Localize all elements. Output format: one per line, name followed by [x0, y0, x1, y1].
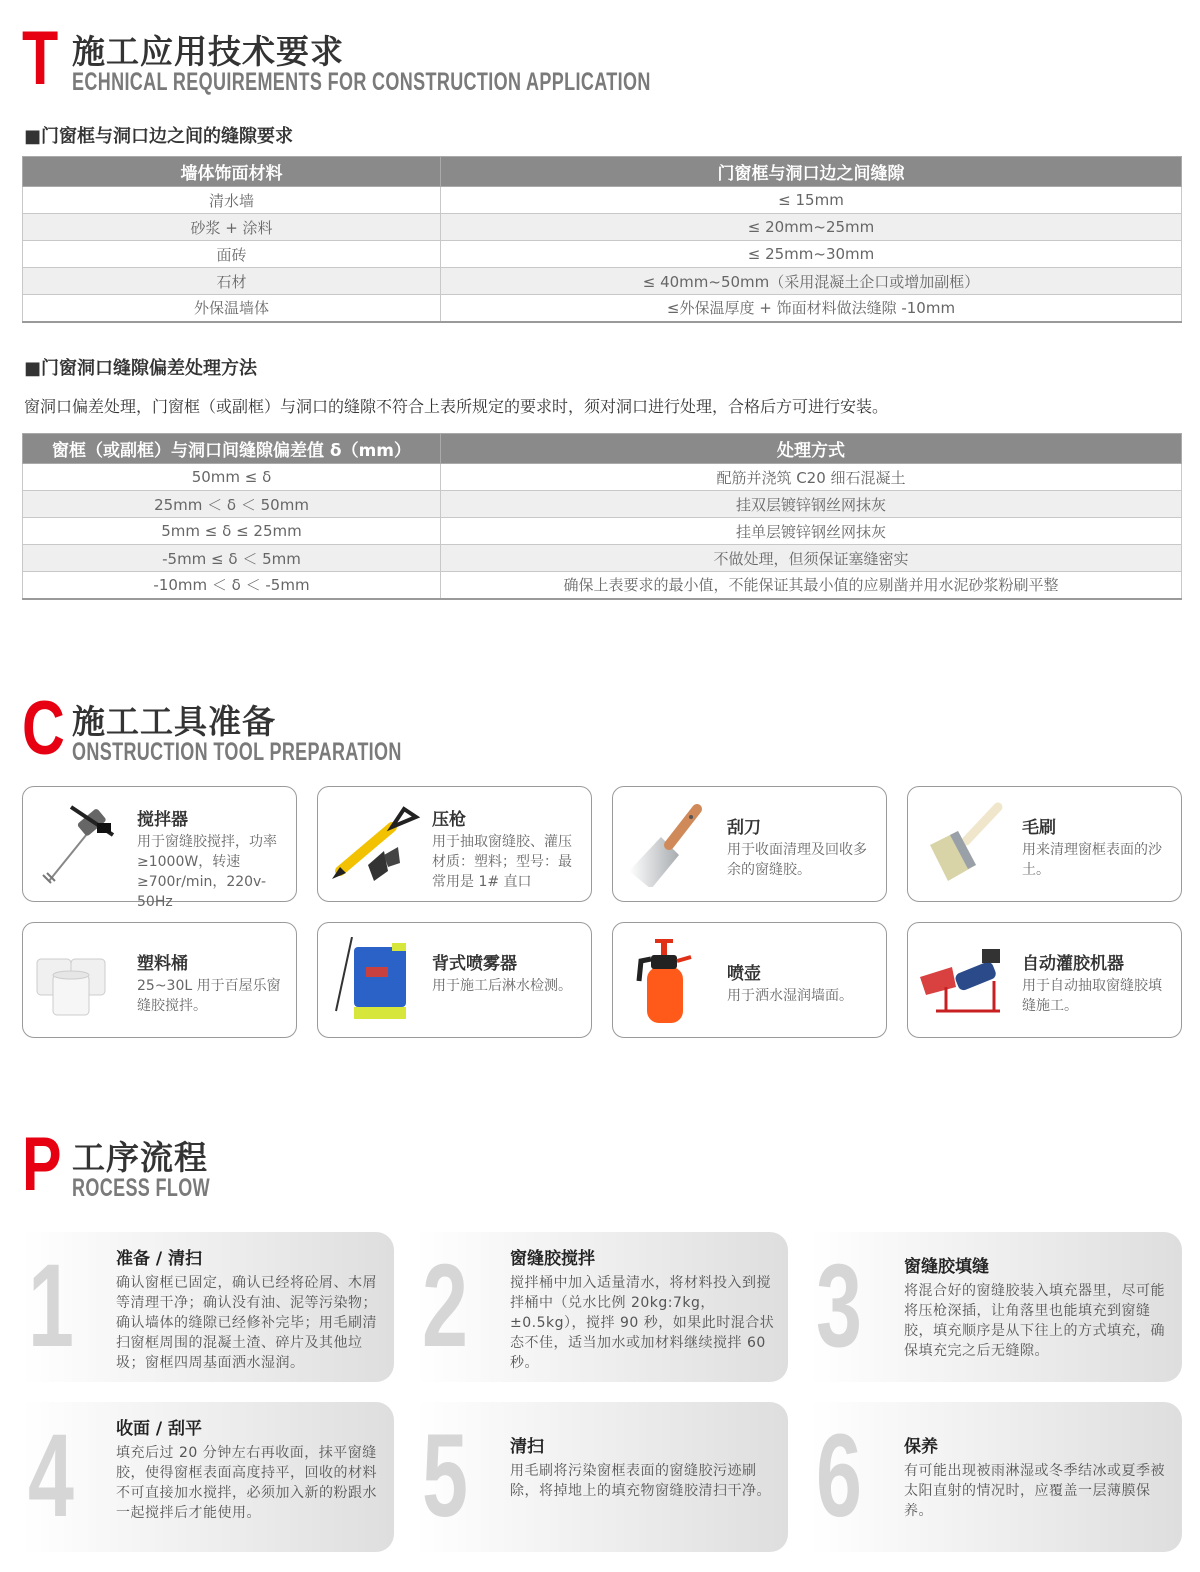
section-letter: P	[22, 1122, 60, 1207]
section-title-cn: 施工应用技术要求	[72, 32, 344, 71]
tool-desc: 用于抽取窗缝胶、灌压材质：塑料；型号：最常用是 1# 直口	[432, 834, 572, 890]
gap-requirements-table	[22, 156, 1182, 323]
step-desc: 确认窗框已固定，确认已经将砼屑、木屑等清理干净；确认没有油、泥等污染物；确认墙体的缝隙已经修补完毕；用毛刷清扫窗框周围的混凝土渣、碎片及其他垃圾；窗框四周基面洒水湿润。	[116, 1275, 377, 1371]
deviation-table	[22, 433, 1182, 600]
step-title: 清扫	[510, 1437, 544, 1457]
step-title: 准备 / 清扫	[116, 1249, 203, 1269]
process-step	[810, 1402, 1182, 1552]
table-cell: 砂浆 + 涂料	[23, 214, 441, 241]
tool-desc: 用于窗缝胶搅拌，功率≥1000W，转速≥700r/min，220v-50Hz	[137, 834, 277, 910]
table-row	[23, 572, 1182, 599]
table-row	[23, 187, 1182, 214]
step-number: 5	[422, 1410, 468, 1542]
tool-card	[907, 786, 1182, 902]
table-cell: -5mm ≤ δ ＜ 5mm	[23, 545, 441, 572]
tool-card	[907, 922, 1182, 1038]
table-cell: 配筋并浇筑 C20 细石混凝土	[441, 464, 1182, 491]
table-row	[23, 241, 1182, 268]
process-step	[810, 1232, 1182, 1382]
tool-card	[612, 786, 887, 902]
step-desc: 有可能出现被雨淋湿或冬季结冰或夏季被太阳直射的情况时，应覆盖一层薄膜保养。	[904, 1463, 1165, 1519]
step-title: 窗缝胶搅拌	[510, 1249, 595, 1269]
section-title-en: ONSTRUCTION TOOL PREPARATION	[72, 738, 402, 766]
column-header: 窗框（或副框）与洞口间缝隙偏差值 δ（mm）	[23, 434, 441, 464]
tool-name: 自动灌胶机器	[1022, 954, 1124, 974]
column-header: 墙体饰面材料	[23, 157, 441, 187]
tool-desc: 用于收面清理及回收多余的窗缝胶。	[727, 842, 867, 878]
table-cell: 挂单层镀锌钢丝网抹灰	[441, 518, 1182, 545]
step-number: 1	[28, 1240, 74, 1372]
table-cell: 确保上表要求的最小值，不能保证其最小值的应剔凿并用水泥砂浆粉刷平整	[441, 572, 1182, 599]
table-cell: ≤ 20mm~25mm	[441, 214, 1182, 241]
section-letter: T	[22, 16, 57, 101]
tool-card	[22, 786, 297, 910]
table-row	[23, 491, 1182, 518]
tool-desc: 用来清理窗框表面的沙土。	[1022, 842, 1162, 878]
deviation-table-subtitle: ■门窗洞口缝隙偏差处理方法	[24, 358, 258, 379]
table-cell: -10mm ＜ δ ＜ -5mm	[23, 572, 441, 599]
tool-desc: 用于施工后淋水检测。	[432, 978, 572, 994]
table-cell: ≤ 40mm~50mm（采用混凝土企口或增加副框）	[441, 268, 1182, 295]
tool-desc: 用于洒水湿润墙面。	[727, 988, 853, 1004]
step-desc: 填充后过 20 分钟左右再收面，抹平窗缝胶，使得窗框表面高度持平，回收的材料不可直接加水搅拌，必须加入新的粉跟水一起搅拌后才能使用。	[116, 1445, 377, 1521]
process-step	[416, 1232, 788, 1382]
bucket-icon	[31, 937, 129, 1023]
table-row	[23, 214, 1182, 241]
gap-table-subtitle: ■门窗框与洞口边之间的缝隙要求	[24, 126, 294, 147]
section-letter: C	[22, 686, 64, 771]
step-title: 收面 / 刮平	[116, 1419, 203, 1439]
table-row	[23, 545, 1182, 572]
table-row	[23, 464, 1182, 491]
tool-name: 背式喷雾器	[432, 954, 517, 974]
process-step	[22, 1402, 394, 1552]
table-cell: ≤ 15mm	[441, 187, 1182, 214]
table-cell: 不做处理，但须保证塞缝密实	[441, 545, 1182, 572]
process-step	[22, 1232, 394, 1382]
tool-name: 毛刷	[1022, 818, 1056, 838]
deviation-intro: 窗洞口偏差处理，门窗框（或副框）与洞口的缝隙不符合上表所规定的要求时，须对洞口进行处理，合格后方可进行安装。	[24, 397, 889, 416]
tool-desc: 25~30L 用于百屋乐窗缝胶搅拌。	[137, 978, 281, 1014]
mixer-drill-icon	[31, 801, 129, 887]
tool-name: 搅拌器	[137, 810, 188, 830]
column-header: 处理方式	[441, 434, 1182, 464]
table-row	[23, 518, 1182, 545]
process-steps	[22, 1232, 1182, 1552]
table-cell: ≤外保温厚度 + 饰面材料做法缝隙 -10mm	[441, 295, 1182, 322]
step-desc: 用毛刷将污染窗框表面的窗缝胶污迹刷除，将掉地上的填充物窗缝胶清扫干净。	[510, 1463, 771, 1499]
tool-name: 塑料桶	[137, 954, 188, 974]
section-title-cn: 施工工具准备	[72, 702, 276, 741]
brush-icon	[916, 801, 1014, 887]
tool-name: 压枪	[432, 810, 466, 830]
step-number: 2	[422, 1240, 468, 1372]
step-desc: 搅拌桶中加入适量清水，将材料投入到搅拌桶中（兑水比例 20kg:7kg，±0.5kg），搅拌 90 秒，如果此时混合状态不佳，适当加水或加材料继续搅拌 60 秒。	[510, 1275, 775, 1371]
tool-card	[22, 922, 297, 1038]
tool-card	[317, 922, 592, 1038]
tool-name: 刮刀	[727, 818, 761, 838]
tool-card	[612, 922, 887, 1038]
step-number: 3	[816, 1240, 862, 1372]
section-title-cn: 工序流程	[72, 1138, 208, 1177]
step-number: 6	[816, 1410, 862, 1542]
tool-grid	[22, 786, 1182, 1038]
table-cell: 25mm ＜ δ ＜ 50mm	[23, 491, 441, 518]
table-row	[23, 268, 1182, 295]
section-title-en: ROCESS FLOW	[72, 1174, 210, 1202]
table-cell: 外保温墙体	[23, 295, 441, 322]
process-step	[416, 1402, 788, 1552]
step-desc: 将混合好的窗缝胶装入填充器里，尽可能将压枪深插，让角落里也能填充到窗缝胶，填充顺序是从下往上的方式填充，确保填充完之后无缝隙。	[904, 1283, 1165, 1359]
table-row	[23, 295, 1182, 322]
table-cell: ≤ 25mm~30mm	[441, 241, 1182, 268]
table-cell: 面砖	[23, 241, 441, 268]
tool-desc: 用于自动抽取窗缝胶填缝施工。	[1022, 978, 1162, 1014]
table-cell: 石材	[23, 268, 441, 295]
step-number: 4	[28, 1410, 74, 1542]
tool-card	[317, 786, 592, 902]
grouting-machine-icon	[916, 937, 1014, 1023]
table-cell: 挂双层镀锌钢丝网抹灰	[441, 491, 1182, 518]
table-cell: 5mm ≤ δ ≤ 25mm	[23, 518, 441, 545]
table-header-row	[23, 157, 1182, 187]
table-cell: 清水墙	[23, 187, 441, 214]
tool-name: 喷壶	[727, 964, 761, 984]
scraper-icon	[621, 801, 719, 887]
caulking-gun-icon	[326, 801, 424, 887]
table-cell: 50mm ≤ δ	[23, 464, 441, 491]
step-title: 窗缝胶填缝	[904, 1257, 989, 1277]
table-header-row	[23, 434, 1182, 464]
step-title: 保养	[904, 1437, 938, 1457]
backpack-sprayer-icon	[326, 937, 424, 1023]
section-title-en: ECHNICAL REQUIREMENTS FOR CONSTRUCTION APPLICATION	[72, 68, 651, 96]
spray-bottle-icon	[621, 937, 719, 1023]
column-header: 门窗框与洞口边之间缝隙	[441, 157, 1182, 187]
